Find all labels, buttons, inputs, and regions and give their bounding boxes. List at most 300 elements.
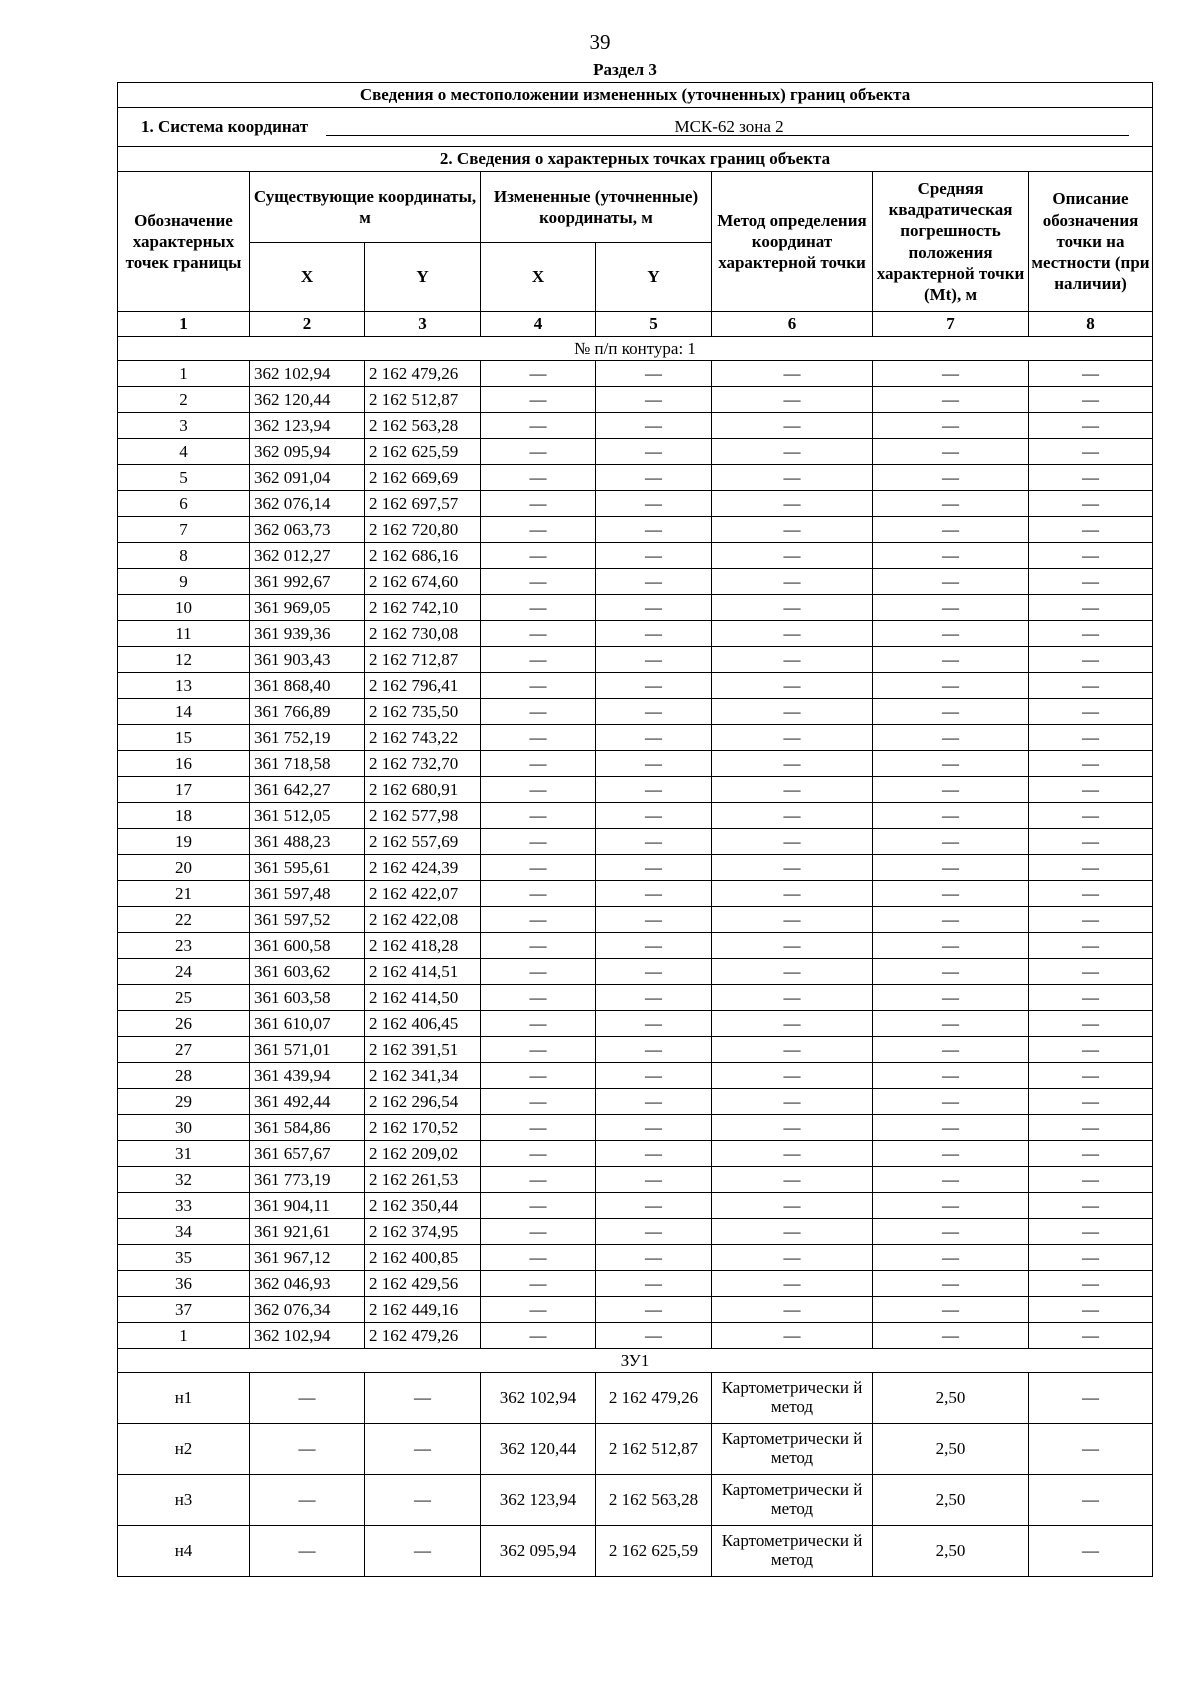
- point-number: н3: [118, 1475, 250, 1526]
- changed-y: —: [596, 1193, 712, 1219]
- method: —: [712, 517, 873, 543]
- point-number: 10: [118, 595, 250, 621]
- description: —: [1029, 491, 1153, 517]
- description: —: [1029, 1297, 1153, 1323]
- point-number: 27: [118, 1037, 250, 1063]
- existing-y: 2 162 400,85: [365, 1245, 481, 1271]
- method: —: [712, 1219, 873, 1245]
- table-row: [118, 933, 1153, 959]
- changed-x: —: [481, 1193, 596, 1219]
- existing-x: 361 595,61: [250, 855, 365, 881]
- existing-x: 361 603,62: [250, 959, 365, 985]
- table-row: [118, 621, 1153, 647]
- point-number: 13: [118, 673, 250, 699]
- changed-x: —: [481, 725, 596, 751]
- error: —: [873, 1089, 1029, 1115]
- existing-y: 2 162 712,87: [365, 647, 481, 673]
- description: —: [1029, 1089, 1153, 1115]
- table-row: [118, 1323, 1153, 1349]
- method: —: [712, 621, 873, 647]
- point-number: 26: [118, 1011, 250, 1037]
- existing-y: 2 162 680,91: [365, 777, 481, 803]
- changed-y: —: [596, 777, 712, 803]
- changed-x: —: [481, 1011, 596, 1037]
- error: —: [873, 361, 1029, 387]
- description: —: [1029, 1063, 1153, 1089]
- changed-y: —: [596, 1271, 712, 1297]
- changed-y: —: [596, 933, 712, 959]
- existing-y: 2 162 720,80: [365, 517, 481, 543]
- table-row: [118, 465, 1153, 491]
- point-number: 18: [118, 803, 250, 829]
- existing-x: 361 584,86: [250, 1115, 365, 1141]
- point-number: 2: [118, 387, 250, 413]
- point-number: 1: [118, 1323, 250, 1349]
- column-number: 5: [596, 312, 712, 337]
- table-row: [118, 387, 1153, 413]
- table-row: [118, 569, 1153, 595]
- error: —: [873, 491, 1029, 517]
- table-row: [118, 777, 1153, 803]
- existing-y: 2 162 479,26: [365, 1323, 481, 1349]
- existing-x: 361 939,36: [250, 621, 365, 647]
- changed-x: —: [481, 1063, 596, 1089]
- description: —: [1029, 1245, 1153, 1271]
- existing-y: 2 162 730,08: [365, 621, 481, 647]
- description: —: [1029, 959, 1153, 985]
- description: —: [1029, 1373, 1153, 1424]
- description: —: [1029, 595, 1153, 621]
- header-existing: Существующие координаты, м: [250, 172, 481, 243]
- changed-y: —: [596, 361, 712, 387]
- existing-y: 2 162 669,69: [365, 465, 481, 491]
- description: —: [1029, 751, 1153, 777]
- table-row: [118, 751, 1153, 777]
- changed-x: —: [481, 855, 596, 881]
- existing-x: 361 752,19: [250, 725, 365, 751]
- changed-y: 2 162 512,87: [596, 1424, 712, 1475]
- changed-y: —: [596, 413, 712, 439]
- table-row: [118, 1141, 1153, 1167]
- existing-x: 362 102,94: [250, 1323, 365, 1349]
- method: —: [712, 647, 873, 673]
- error: —: [873, 829, 1029, 855]
- existing-y: 2 162 374,95: [365, 1219, 481, 1245]
- column-number: 4: [481, 312, 596, 337]
- method: —: [712, 829, 873, 855]
- table-row: [118, 1011, 1153, 1037]
- column-number-row: [118, 312, 1153, 337]
- changed-x: —: [481, 1141, 596, 1167]
- point-number: 8: [118, 543, 250, 569]
- error: —: [873, 1219, 1029, 1245]
- error: —: [873, 751, 1029, 777]
- method: —: [712, 1011, 873, 1037]
- existing-x: 362 012,27: [250, 543, 365, 569]
- point-number: 29: [118, 1089, 250, 1115]
- table-row: [118, 413, 1153, 439]
- changed-x: —: [481, 595, 596, 621]
- error: —: [873, 387, 1029, 413]
- existing-x: —: [250, 1526, 365, 1577]
- existing-y: 2 162 422,07: [365, 881, 481, 907]
- existing-y: 2 162 424,39: [365, 855, 481, 881]
- changed-y: —: [596, 673, 712, 699]
- existing-x: 361 512,05: [250, 803, 365, 829]
- point-number: 15: [118, 725, 250, 751]
- header-point: Обозначение характерных точек границы: [118, 172, 250, 312]
- changed-y: —: [596, 959, 712, 985]
- existing-x: 362 076,14: [250, 491, 365, 517]
- changed-y: —: [596, 829, 712, 855]
- existing-x: 362 063,73: [250, 517, 365, 543]
- description: —: [1029, 699, 1153, 725]
- existing-y: 2 162 422,08: [365, 907, 481, 933]
- existing-y: 2 162 512,87: [365, 387, 481, 413]
- header-changed-x: X: [481, 243, 596, 312]
- existing-y: —: [365, 1424, 481, 1475]
- method: —: [712, 361, 873, 387]
- section-label: Раздел 3: [593, 60, 657, 79]
- changed-y: —: [596, 881, 712, 907]
- boundary-points-table: [117, 82, 1153, 1577]
- error: —: [873, 1011, 1029, 1037]
- existing-y: 2 162 418,28: [365, 933, 481, 959]
- error: 2,50: [873, 1373, 1029, 1424]
- existing-y: 2 162 674,60: [365, 569, 481, 595]
- error: —: [873, 621, 1029, 647]
- changed-y: —: [596, 517, 712, 543]
- method: —: [712, 413, 873, 439]
- error: —: [873, 725, 1029, 751]
- existing-y: 2 162 796,41: [365, 673, 481, 699]
- changed-y: —: [596, 1167, 712, 1193]
- coord-system-cell: [118, 108, 1153, 147]
- table-row: [118, 1526, 1153, 1577]
- error: —: [873, 673, 1029, 699]
- existing-x: 362 102,94: [250, 361, 365, 387]
- error: —: [873, 1271, 1029, 1297]
- changed-y: —: [596, 1063, 712, 1089]
- existing-x: 361 603,58: [250, 985, 365, 1011]
- table-row: [118, 985, 1153, 1011]
- changed-y: —: [596, 1037, 712, 1063]
- changed-x: —: [481, 699, 596, 725]
- changed-x: —: [481, 829, 596, 855]
- error: —: [873, 777, 1029, 803]
- existing-y: 2 162 209,02: [365, 1141, 481, 1167]
- point-number: 21: [118, 881, 250, 907]
- method: —: [712, 881, 873, 907]
- changed-x: —: [481, 751, 596, 777]
- existing-y: 2 162 296,54: [365, 1089, 481, 1115]
- method: —: [712, 1141, 873, 1167]
- error: —: [873, 647, 1029, 673]
- existing-x: 361 773,19: [250, 1167, 365, 1193]
- error: —: [873, 1245, 1029, 1271]
- existing-x: 361 597,52: [250, 907, 365, 933]
- existing-x: 361 597,48: [250, 881, 365, 907]
- changed-x: —: [481, 647, 596, 673]
- existing-x: —: [250, 1373, 365, 1424]
- existing-y: 2 162 697,57: [365, 491, 481, 517]
- changed-x: —: [481, 361, 596, 387]
- point-number: 34: [118, 1219, 250, 1245]
- existing-x: —: [250, 1475, 365, 1526]
- error: 2,50: [873, 1475, 1029, 1526]
- point-number: 24: [118, 959, 250, 985]
- error: —: [873, 985, 1029, 1011]
- point-number: 22: [118, 907, 250, 933]
- changed-x: —: [481, 517, 596, 543]
- table-row: [118, 959, 1153, 985]
- changed-x: —: [481, 933, 596, 959]
- point-number: 36: [118, 1271, 250, 1297]
- description: —: [1029, 1011, 1153, 1037]
- error: —: [873, 1297, 1029, 1323]
- changed-y: 2 162 625,59: [596, 1526, 712, 1577]
- column-number: 3: [365, 312, 481, 337]
- description: —: [1029, 1424, 1153, 1475]
- table-row: [118, 543, 1153, 569]
- method: —: [712, 1245, 873, 1271]
- changed-y: —: [596, 387, 712, 413]
- existing-x: 361 868,40: [250, 673, 365, 699]
- header-changed: Измененные (уточненные) координаты, м: [481, 172, 712, 243]
- existing-y: 2 162 449,16: [365, 1297, 481, 1323]
- table-row: [118, 647, 1153, 673]
- existing-y: 2 162 479,26: [365, 361, 481, 387]
- coord-system-value: МСК-62 зона 2: [326, 118, 1129, 137]
- changed-y: —: [596, 569, 712, 595]
- changed-y: —: [596, 855, 712, 881]
- changed-y: —: [596, 1323, 712, 1349]
- changed-y: —: [596, 907, 712, 933]
- changed-y: —: [596, 1011, 712, 1037]
- existing-x: 362 046,93: [250, 1271, 365, 1297]
- existing-y: 2 162 414,51: [365, 959, 481, 985]
- point-number: н2: [118, 1424, 250, 1475]
- changed-x: —: [481, 491, 596, 517]
- changed-x: —: [481, 569, 596, 595]
- description: —: [1029, 725, 1153, 751]
- table-row: [118, 517, 1153, 543]
- column-number: 2: [250, 312, 365, 337]
- method: —: [712, 1323, 873, 1349]
- existing-x: 361 903,43: [250, 647, 365, 673]
- description: —: [1029, 673, 1153, 699]
- table-row: [118, 1115, 1153, 1141]
- table-row: [118, 803, 1153, 829]
- method: —: [712, 543, 873, 569]
- point-number: 11: [118, 621, 250, 647]
- method: —: [712, 699, 873, 725]
- changed-x: —: [481, 1089, 596, 1115]
- changed-y: —: [596, 803, 712, 829]
- description: —: [1029, 465, 1153, 491]
- existing-y: 2 162 261,53: [365, 1167, 481, 1193]
- changed-x: —: [481, 1245, 596, 1271]
- description: —: [1029, 1167, 1153, 1193]
- existing-x: 361 766,89: [250, 699, 365, 725]
- error: —: [873, 1141, 1029, 1167]
- method: —: [712, 1297, 873, 1323]
- description: —: [1029, 1526, 1153, 1577]
- description: —: [1029, 543, 1153, 569]
- existing-x: 362 091,04: [250, 465, 365, 491]
- changed-y: —: [596, 1297, 712, 1323]
- existing-y: 2 162 341,34: [365, 1063, 481, 1089]
- existing-y: 2 162 406,45: [365, 1011, 481, 1037]
- point-number: 19: [118, 829, 250, 855]
- method: —: [712, 673, 873, 699]
- existing-x: 361 642,27: [250, 777, 365, 803]
- column-number: 6: [712, 312, 873, 337]
- description: —: [1029, 361, 1153, 387]
- table-row: [118, 1297, 1153, 1323]
- description: —: [1029, 413, 1153, 439]
- changed-y: —: [596, 1141, 712, 1167]
- description: —: [1029, 1037, 1153, 1063]
- description: —: [1029, 439, 1153, 465]
- method: Картометрически й метод: [712, 1526, 873, 1577]
- header-description: Описание обозначения точки на местности (при наличии): [1029, 172, 1153, 312]
- changed-y: —: [596, 1219, 712, 1245]
- changed-x: —: [481, 387, 596, 413]
- changed-x: —: [481, 1271, 596, 1297]
- existing-x: 361 571,01: [250, 1037, 365, 1063]
- point-number: 9: [118, 569, 250, 595]
- table-row: [118, 595, 1153, 621]
- method: Картометрически й метод: [712, 1373, 873, 1424]
- changed-y: —: [596, 465, 712, 491]
- changed-y: —: [596, 985, 712, 1011]
- existing-y: 2 162 563,28: [365, 413, 481, 439]
- existing-x: 361 718,58: [250, 751, 365, 777]
- changed-y: —: [596, 543, 712, 569]
- existing-y: 2 162 391,51: [365, 1037, 481, 1063]
- changed-x: —: [481, 777, 596, 803]
- error: —: [873, 1063, 1029, 1089]
- existing-x: 362 120,44: [250, 387, 365, 413]
- changed-x: —: [481, 465, 596, 491]
- description: —: [1029, 1271, 1153, 1297]
- existing-y: 2 162 350,44: [365, 1193, 481, 1219]
- existing-y: 2 162 557,69: [365, 829, 481, 855]
- changed-y: 2 162 479,26: [596, 1373, 712, 1424]
- method: —: [712, 465, 873, 491]
- changed-x: —: [481, 985, 596, 1011]
- changed-x: —: [481, 543, 596, 569]
- point-number: 25: [118, 985, 250, 1011]
- changed-y: —: [596, 1245, 712, 1271]
- description: —: [1029, 387, 1153, 413]
- changed-x: 362 120,44: [481, 1424, 596, 1475]
- column-number: 8: [1029, 312, 1153, 337]
- error: —: [873, 595, 1029, 621]
- table-row: [118, 1219, 1153, 1245]
- error: —: [873, 465, 1029, 491]
- method: —: [712, 907, 873, 933]
- table-row: [118, 1167, 1153, 1193]
- point-number: 12: [118, 647, 250, 673]
- existing-y: 2 162 732,70: [365, 751, 481, 777]
- error: —: [873, 1193, 1029, 1219]
- changed-x: —: [481, 1115, 596, 1141]
- table-row: [118, 1271, 1153, 1297]
- error: —: [873, 907, 1029, 933]
- description: —: [1029, 1475, 1153, 1526]
- existing-x: 362 076,34: [250, 1297, 365, 1323]
- changed-x: —: [481, 1167, 596, 1193]
- column-number: 1: [118, 312, 250, 337]
- table-row: [118, 1063, 1153, 1089]
- table-row: [118, 881, 1153, 907]
- method: Картометрически й метод: [712, 1424, 873, 1475]
- error: —: [873, 881, 1029, 907]
- table-row: [118, 1373, 1153, 1424]
- point-number: 35: [118, 1245, 250, 1271]
- description: —: [1029, 803, 1153, 829]
- point-number: 28: [118, 1063, 250, 1089]
- table-row: [118, 855, 1153, 881]
- point-number: 31: [118, 1141, 250, 1167]
- description: —: [1029, 1141, 1153, 1167]
- existing-x: 361 439,94: [250, 1063, 365, 1089]
- error: —: [873, 933, 1029, 959]
- changed-x: —: [481, 1323, 596, 1349]
- subsection-title: 2. Сведения о характерных точках границ объекта: [118, 147, 1153, 172]
- existing-x: 361 488,23: [250, 829, 365, 855]
- changed-x: —: [481, 621, 596, 647]
- point-number: 3: [118, 413, 250, 439]
- method: —: [712, 1089, 873, 1115]
- coord-system-label: 1. Система координат: [140, 116, 309, 136]
- description: —: [1029, 1193, 1153, 1219]
- existing-x: 361 600,58: [250, 933, 365, 959]
- error: —: [873, 439, 1029, 465]
- changed-y: —: [596, 1089, 712, 1115]
- method: —: [712, 725, 873, 751]
- table-row: [118, 1424, 1153, 1475]
- method: —: [712, 959, 873, 985]
- existing-y: 2 162 625,59: [365, 439, 481, 465]
- header-existing-y: Y: [365, 243, 481, 312]
- table-row: [118, 907, 1153, 933]
- error: —: [873, 413, 1029, 439]
- existing-x: 361 657,67: [250, 1141, 365, 1167]
- table-row: [118, 1037, 1153, 1063]
- description: —: [1029, 907, 1153, 933]
- table-row: [118, 439, 1153, 465]
- changed-x: —: [481, 1037, 596, 1063]
- description: —: [1029, 881, 1153, 907]
- point-number: 14: [118, 699, 250, 725]
- method: —: [712, 1037, 873, 1063]
- method: —: [712, 803, 873, 829]
- point-number: 4: [118, 439, 250, 465]
- method: —: [712, 491, 873, 517]
- error: —: [873, 803, 1029, 829]
- point-number: 16: [118, 751, 250, 777]
- existing-y: —: [365, 1475, 481, 1526]
- error: 2,50: [873, 1526, 1029, 1577]
- changed-y: —: [596, 595, 712, 621]
- point-number: 1: [118, 361, 250, 387]
- method: —: [712, 1193, 873, 1219]
- description: —: [1029, 647, 1153, 673]
- point-number: 32: [118, 1167, 250, 1193]
